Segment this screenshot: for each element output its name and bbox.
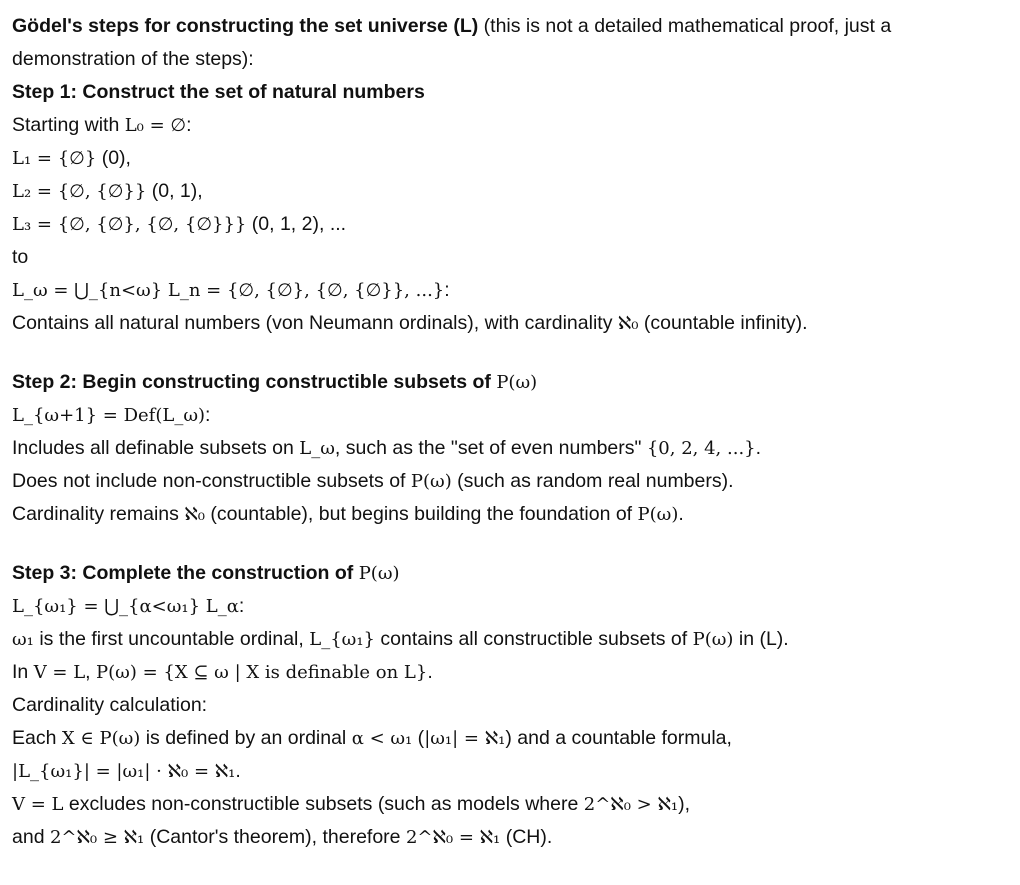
text: , such as the "set of even numbers" xyxy=(334,437,647,459)
math-omega1: ω₁ xyxy=(12,629,34,650)
document-title: Gödel's steps for constructing the set universe (L) xyxy=(12,15,479,37)
text: Cardinality remains xyxy=(12,503,185,525)
text: (0, 1, 2), ... xyxy=(246,213,347,235)
math-aleph0: ℵ₀ xyxy=(184,504,205,525)
math-V-eq-L: V = L xyxy=(33,662,86,683)
title-note: (this is not a detailed mathematical proof, just a xyxy=(478,15,892,37)
text: (0), xyxy=(96,147,131,169)
step-3-line-excludes xyxy=(12,788,1008,821)
math-2-aleph0-eq: 2^ℵ₀ = ℵ₁ xyxy=(405,827,501,848)
step-1-heading xyxy=(12,76,1008,109)
math-P-omega: P(ω) xyxy=(496,372,538,393)
text: is the first uncountable ordinal, xyxy=(33,628,310,650)
text: Cardinality calculation: xyxy=(12,694,208,716)
step-1-line-L3 xyxy=(12,208,1008,241)
step-3-line-union xyxy=(12,590,1008,623)
text: (Cantor's theorem), therefore xyxy=(144,826,406,848)
math-L2: L₂ = {∅, {∅}} xyxy=(12,181,147,202)
text: . xyxy=(678,503,684,525)
title-note-continued xyxy=(12,43,1008,76)
step-2-heading xyxy=(12,366,1008,399)
text: Includes all definable subsets on xyxy=(12,437,300,459)
step-3-line-CH xyxy=(12,821,1008,854)
title-line xyxy=(12,10,1008,43)
math-P-omega-def: P(ω) = {X ⊆ ω | X is definable on L} xyxy=(96,662,428,683)
text: is defined by an ordinal xyxy=(140,727,352,749)
text: Each xyxy=(12,727,62,749)
text: : xyxy=(444,279,450,301)
section-gap xyxy=(12,531,1008,557)
math-P-omega: P(ω) xyxy=(410,471,452,492)
step-1-line-L1 xyxy=(12,142,1008,175)
step-2-line-def xyxy=(12,399,1008,432)
math-alpha-lt-omega1: α < ω₁ xyxy=(351,728,413,749)
text: excludes non-constructible subsets (such as models where xyxy=(63,793,584,815)
text: contains all constructible subsets of xyxy=(375,628,693,650)
text: , xyxy=(85,661,97,683)
text: In xyxy=(12,661,34,683)
math-L-omega1: L_{ω₁} = ⋃_{α<ω₁} L_α xyxy=(12,596,239,617)
text: (such as random real numbers). xyxy=(451,470,734,492)
step-1-title: Step 1: Construct the set of natural numbers xyxy=(12,81,425,103)
math-2-aleph0-ge: 2^ℵ₀ ≥ ℵ₁ xyxy=(49,827,145,848)
math-P-omega: P(ω) xyxy=(692,629,734,650)
math-P-omega: P(ω) xyxy=(637,504,679,525)
text: : xyxy=(186,114,192,136)
step-2-title: Step 2: Begin constructing constructible subsets of xyxy=(12,371,497,393)
math-L0: L₀ = ∅ xyxy=(124,115,187,136)
math-L-omega-plus-1: L_{ω+1} = Def(L_ω) xyxy=(12,405,206,426)
step-1-line-to xyxy=(12,241,1008,274)
step-1-line-Lomega xyxy=(12,274,1008,307)
math-P-omega: P(ω) xyxy=(358,563,400,584)
step-2-line-excludes xyxy=(12,465,1008,498)
step-3-line-each xyxy=(12,722,1008,755)
text: in (L). xyxy=(733,628,789,650)
text: to xyxy=(12,246,29,268)
title-note-end: demonstration of the steps): xyxy=(12,48,254,70)
section-gap xyxy=(12,340,1008,366)
text: : xyxy=(205,404,211,426)
step-1-line-start xyxy=(12,109,1008,142)
step-3-line-VL xyxy=(12,656,1008,689)
step-3-line-card-L xyxy=(12,755,1008,788)
math-card-L-omega1: |L_{ω₁}| = |ω₁| · ℵ₀ = ℵ₁ xyxy=(12,761,236,782)
text: (CH). xyxy=(500,826,553,848)
math-2-aleph0-gt: 2^ℵ₀ > ℵ₁ xyxy=(583,794,679,815)
step-3-line-calc-label xyxy=(12,689,1008,722)
step-2-line-includes xyxy=(12,432,1008,465)
text: ( xyxy=(412,727,425,749)
step-3-heading xyxy=(12,557,1008,590)
text: and xyxy=(12,826,50,848)
math-L-omega: L_ω xyxy=(299,438,335,459)
text: : xyxy=(238,595,245,617)
step-2-line-cardinality xyxy=(12,498,1008,531)
step-3-line-omega1 xyxy=(12,623,1008,656)
math-L1: L₁ = {∅} xyxy=(12,148,97,169)
math-L-omega1: L_{ω₁} xyxy=(309,629,375,650)
math-aleph0: ℵ₀ xyxy=(617,313,639,334)
math-V-eq-L: V = L xyxy=(12,794,64,815)
math-X-in-P: X ∈ P(ω) xyxy=(61,728,141,749)
text: . xyxy=(755,437,762,459)
text: . xyxy=(427,661,433,683)
math-L-omega: L_ω = ⋃_{n<ω} L_n = {∅, {∅}, {∅, {∅}}, ...} xyxy=(12,280,445,301)
step-3-title: Step 3: Complete the construction of xyxy=(12,562,359,584)
step-1-line-cardinality xyxy=(12,307,1008,340)
math-L3: L₃ = {∅, {∅}, {∅, {∅}}} xyxy=(12,214,247,235)
math-even-set: {0, 2, 4, ...} xyxy=(646,438,756,459)
text: (0, 1), xyxy=(146,180,203,202)
text: Does not include non-constructible subsets of xyxy=(12,470,411,492)
text: ), xyxy=(678,793,690,815)
text: ) and a countable formula, xyxy=(505,727,732,749)
text: Starting with xyxy=(12,114,125,136)
text: . xyxy=(235,760,241,782)
text: (countable), but begins building the foundation of xyxy=(204,503,638,525)
text: (countable infinity). xyxy=(638,312,808,334)
text: Contains all natural numbers (von Neumann ordinals), with cardinality xyxy=(12,312,618,334)
math-card-omega1: |ω₁| = ℵ₁ xyxy=(424,728,506,749)
step-1-line-L2 xyxy=(12,175,1008,208)
